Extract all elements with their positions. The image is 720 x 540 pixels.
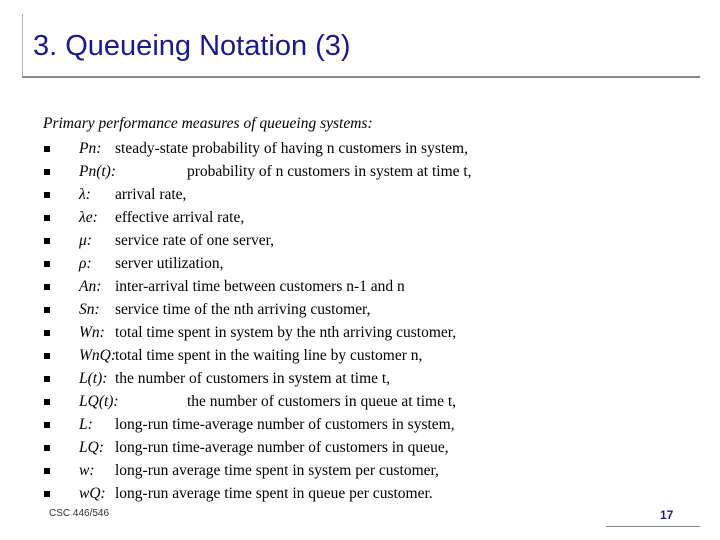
symbol: w: (79, 462, 95, 479)
title-underline (22, 76, 700, 78)
measures-list (44, 137, 704, 505)
symbol: μ: (79, 232, 92, 249)
list-item (44, 252, 704, 275)
title-side-rule (22, 14, 23, 78)
symbol: λ: (79, 186, 91, 203)
list-item (44, 367, 704, 390)
description: long-run average time spent in system per customer, (115, 462, 439, 479)
list-item (44, 275, 704, 298)
description: long-run time-average number of customers in queue, (115, 439, 449, 456)
symbol: An: (79, 278, 102, 295)
list-item (44, 344, 704, 367)
list-item (44, 436, 704, 459)
list-item (44, 137, 704, 160)
symbol: Pn(t): (79, 163, 117, 180)
symbol: Wn: (79, 324, 105, 341)
symbol: WnQ: (79, 347, 117, 364)
list-item (44, 482, 704, 505)
bullet-icon (44, 353, 50, 359)
list-item (44, 183, 704, 206)
symbol: L: (79, 416, 93, 433)
symbol: L(t): (79, 370, 108, 387)
bullet-icon (44, 192, 50, 198)
list-item (44, 390, 704, 413)
description: the number of customers in queue at time t, (187, 393, 457, 410)
description: arrival rate, (115, 186, 187, 203)
bullet-icon (44, 169, 50, 175)
list-item (44, 413, 704, 436)
page-number-rule (606, 526, 700, 527)
bullet-icon (44, 238, 50, 244)
symbol: Sn: (79, 301, 100, 318)
bullet-icon (44, 376, 50, 382)
slide-title: 3. Queueing Notation (3) (33, 30, 351, 62)
description: service rate of one server, (115, 232, 275, 249)
list-item (44, 206, 704, 229)
list-item (44, 229, 704, 252)
description: total time spent in the waiting line by customer n, (115, 347, 423, 364)
bullet-icon (44, 215, 50, 221)
list-item (44, 459, 704, 482)
symbol: LQ(t): (79, 393, 119, 410)
bullet-icon (44, 330, 50, 336)
bullet-icon (44, 422, 50, 428)
list-item (44, 321, 704, 344)
description: effective arrival rate, (115, 209, 245, 226)
description: inter-arrival time between customers n-1 and n (115, 278, 405, 295)
page-number: 17 (660, 508, 674, 522)
description: probability of n customers in system at time t, (187, 163, 472, 180)
bullet-icon (44, 468, 50, 474)
symbol: wQ: (79, 485, 106, 502)
description: service time of the nth arriving customer, (115, 301, 371, 318)
description: total time spent in system by the nth arriving customer, (115, 324, 457, 341)
bullet-icon (44, 307, 50, 313)
list-item (44, 298, 704, 321)
description: the number of customers in system at time t, (115, 370, 391, 387)
bullet-icon (44, 261, 50, 267)
symbol: λe: (79, 209, 98, 226)
symbol: Pn: (79, 140, 102, 157)
course-footer: CSC 446/546 (49, 508, 110, 519)
bullet-icon (44, 445, 50, 451)
bullet-icon (44, 491, 50, 497)
description: server utilization, (115, 255, 224, 272)
bullet-icon (44, 284, 50, 290)
description: long-run time-average number of customers in system, (115, 416, 455, 433)
intro-heading: Primary performance measures of queueing systems: (43, 115, 373, 132)
symbol: ρ: (79, 255, 92, 272)
list-item (44, 160, 704, 183)
bullet-icon (44, 399, 50, 405)
symbol: LQ: (79, 439, 104, 456)
description: steady-state probability of having n customers in system, (115, 140, 468, 157)
bullet-icon (44, 146, 50, 152)
description: long-run average time spent in queue per customer. (115, 485, 433, 502)
